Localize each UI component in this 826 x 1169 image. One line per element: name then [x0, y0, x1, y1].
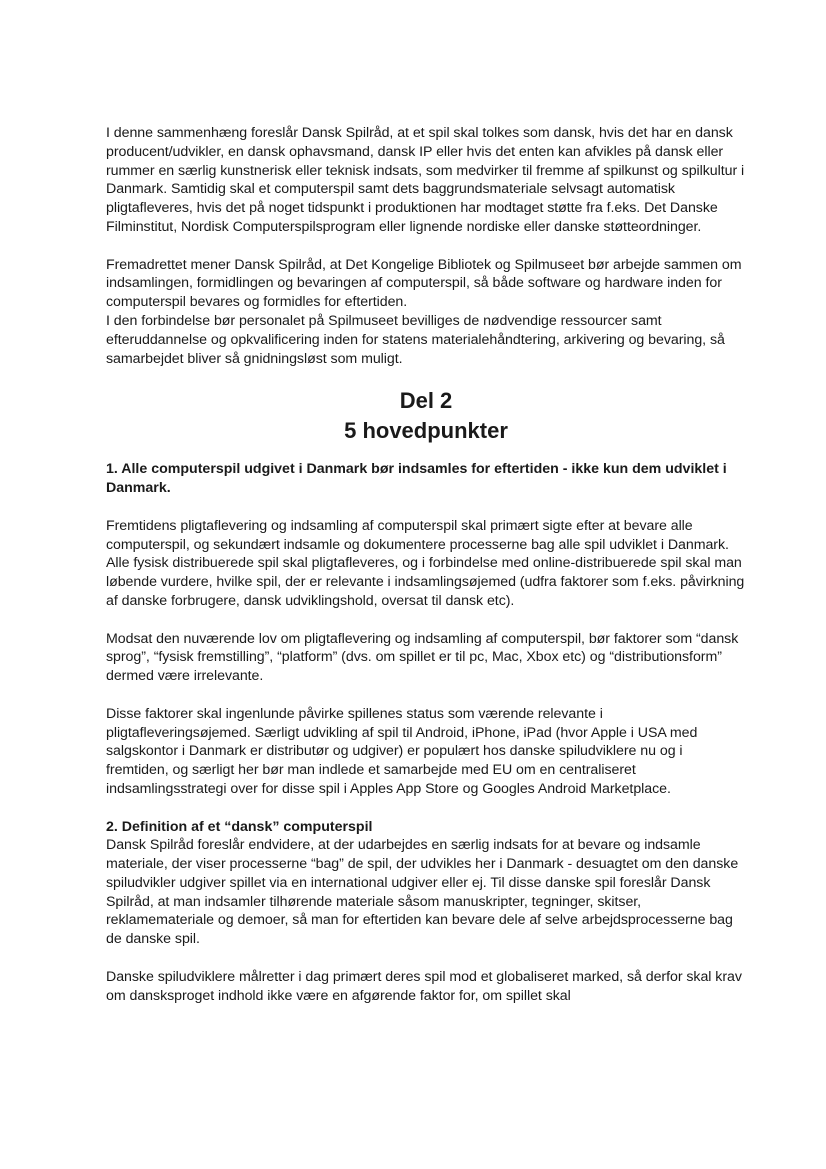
intro-paragraph-collaboration: Fremadrettet mener Dansk Spilråd, at Det Kongelige Bibliotek og Spilmuseet bør arbejde sammen om indsamlingen, formidlingen og bevaringen af computerspil, så både software og hardware inden for computerspil bevares og formidles for eftertiden. — [106, 256, 742, 311]
part-title — [106, 386, 746, 446]
intro-paragraph-staff-resources: I den forbindelse bør personalet på Spilmuseet bevilliges de nødvendige ressourcer samt efteruddannelse og opkvalificering inden for statens materialehåndtering, arkivering og bevaring, så samarbejdet bliver så gnidningsløst som muligt. — [106, 312, 725, 367]
section2-heading: 2. Definition af et “dansk” computerspil — [106, 818, 373, 835]
section2-paragraph-1: Dansk Spilråd foreslår endvidere, at der udarbejdes en særlig indsats for at bevare og indsamle materiale, der viser processerne “bag” de spil, der udvikles her i Danmark - desuagtet om den danske spiludvikler udgiver spillet via en international udgiver eller ej. Til disse danske spil foreslår Dansk Spilråd, at man indsamler tilhørende materiale såsom manuskripter, tegninger, skitser, reklamemateriale og demoer, så man for eftertiden kan bevare dele af selve arbejdsprocesserne bag de danske spil. — [106, 837, 739, 948]
section1-heading: 1. Alle computerspil udgivet i Danmark bør indsamles for eftertiden - ikke kun dem udviklet i Danmark. — [106, 461, 727, 497]
section1-paragraph-1: Fremtidens pligtaflevering og indsamling af computerspil skal primært sigte efter at bevare alle computerspil, og sekundært indsamle og dokumentere processerne bag alle spil udviklet i Danmark. — [106, 517, 729, 553]
section1-paragraph-4: Disse faktorer skal ingenlunde påvirke spillenes status som værende relevante i pligtafleveringsøjemed. Særligt udvikling af spil til Android, iPhone, iPad (hvor Apple i USA med salgskontor i Danmark er distributør og udgiver) er populært hos danske spiludviklere nu og i fremtiden, og særligt her bør man indlede et samarbejde med EU om en centraliseret indsamlingsstrategi over for disse spil i Apples App Store og Googles Android Marketplace. — [106, 705, 698, 797]
document-page — [106, 124, 746, 1005]
part-title-line1: Del 2 — [399, 388, 453, 414]
intro-paragraph-danish-game-definition: I denne sammenhæng foreslår Dansk Spilråd, at et spil skal tolkes som dansk, hvis det har en dansk producent/udvikler, en dansk ophavsmand, dansk IP eller hvis det enten kan afvikles på dansk eller rummer en særlig kunstnerisk eller teknisk indsats, som medvirker til fremme af spilkunst og spilkultur i Danmark. Samtidig skal et computerspil samt dets baggrundsmateriale selvsagt automatisk pligtafleveres, hvis det på noget tidspunkt i produktionen har modtaget støtte fra f.eks. Det Danske Filminstitut, Nordisk Computerspilsprogram eller lignende nordiske eller danske støtteordninger. — [106, 125, 745, 235]
section2-paragraph-2: Danske spiludviklere målretter i dag primært deres spil mod et globaliseret marked, så derfor skal krav om dansksproget indhold ikke være en afgørende faktor for, om spillet skal — [106, 968, 742, 1004]
section1-paragraph-2: Alle fysisk distribuerede spil skal pligtafleveres, og i forbindelse med online-distribuerede spil skal man løbende vurdere, hvilke spil, der er relevante i indsamlingsøjemed (udfra faktorer som f.eks. påvirkning af danske forbrugere, dansk udviklingshold, oversat til dansk etc). — [106, 555, 745, 609]
part-title-line2: 5 hovedpunkter — [344, 418, 508, 444]
section1-paragraph-3: Modsat den nuværende lov om pligtaflevering og indsamling af computerspil, bør faktorer som “dansk sprog”, “fysisk fremstilling”, “platform” (dvs. om spillet er til pc, Mac, Xbox etc) og “distributionsform” dermed være irrelevante. — [106, 630, 739, 685]
